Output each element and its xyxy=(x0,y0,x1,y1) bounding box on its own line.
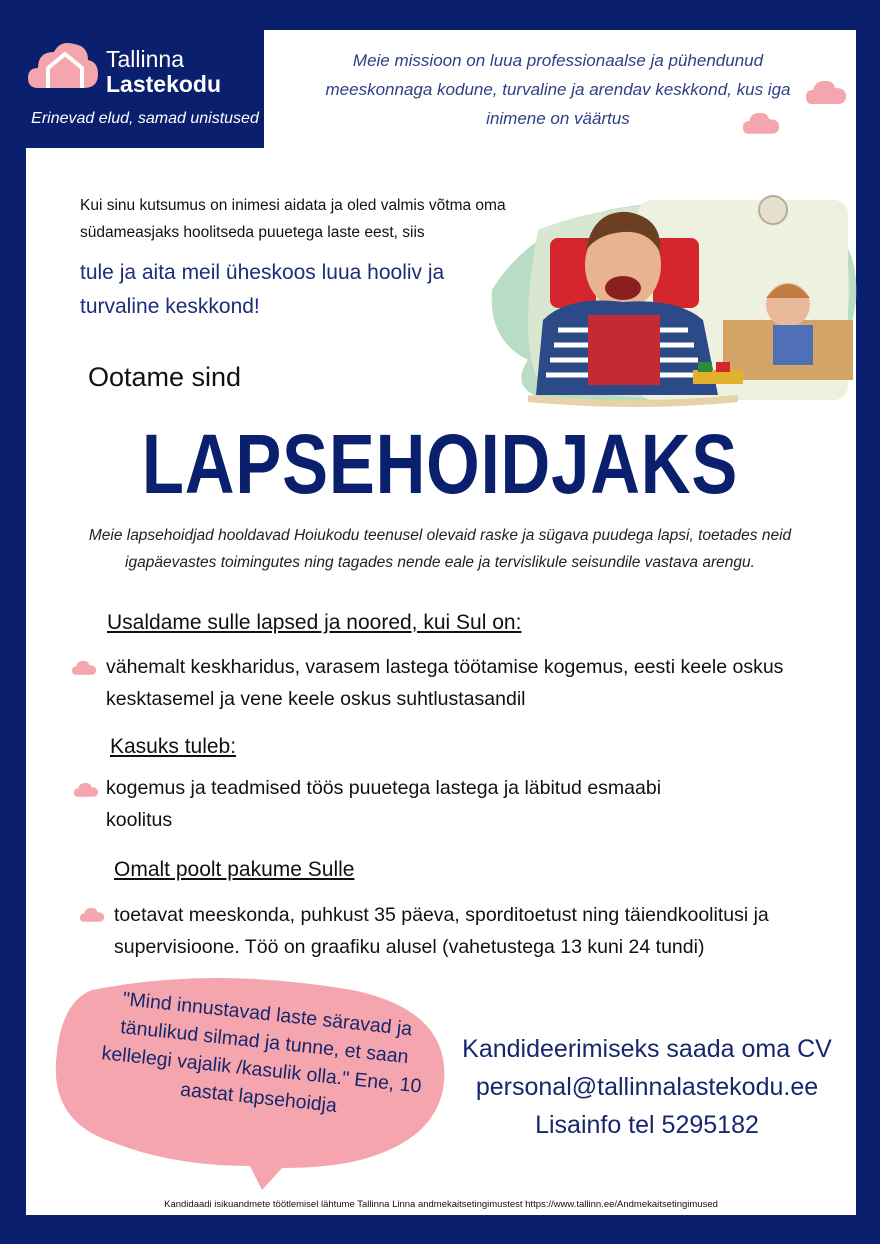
brand-slogan: Erinevad elud, samad unistused xyxy=(31,110,259,127)
job-description: Meie lapsehoidjad hooldavad Hoiukodu teenusel olevaid raske ja sügava puudega lapsi, toetades neid igapäevastes toimingutes ning tagades nende eale ja tervislikule seisundile vastava arengu. xyxy=(88,527,792,571)
mission-statement: Meie missioon on luua professionaalse ja pühendunud meeskonnaga kodune, turvaline ja arendav keskkond, kus iga inimene on väärtus xyxy=(325,51,791,128)
child-photo xyxy=(488,190,860,412)
headline-lead: Ootame sind xyxy=(88,362,242,392)
cloud-bullet-icon xyxy=(72,659,96,675)
headline-title: LAPSEHOIDJAKS xyxy=(141,417,739,511)
privacy-footer: Kandidaadi isikuandmete töötlemisel lähtume Tallinna Linna andmekaitsetingimustest https://www.tallinn.ee/Andmekaitsetingimused xyxy=(164,1199,718,1210)
apply-info xyxy=(452,1030,842,1144)
logo-block xyxy=(26,30,264,148)
cloud-house-logo-icon xyxy=(28,38,98,93)
advantages-text: kogemus ja teadmised töös puuetega lastega ja läbitud esmaabi koolitus xyxy=(106,777,662,831)
brand-name-line2: Lastekodu xyxy=(106,71,222,97)
intro-text: Kui sinu kutsumus on inimesi aidata ja oled valmis võtma oma südameasjaks hoolitseda puuetega laste eest, siis xyxy=(80,197,506,241)
offer-text: toetavat meeskonda, puhkust 35 päeva, sporditoetust ning täiendkoolitusi ja supervisioone. Töö on graafiku alusel (vahetustega 13 kuni 24 tundi) xyxy=(114,904,769,958)
apply-email[interactable]: personal@tallinnalastekodu.ee xyxy=(475,1073,819,1101)
apply-phone: Lisainfo tel 5295182 xyxy=(535,1111,759,1139)
offer-title: Omalt poolt pakume Sulle xyxy=(114,858,355,881)
cloud-bullet-icon xyxy=(80,906,104,922)
requirements-title: Usaldame sulle lapsed ja noored, kui Sul on: xyxy=(107,611,522,634)
apply-line: Kandideerimiseks saada oma CV xyxy=(462,1035,832,1063)
brand-name-line1: Tallinna xyxy=(106,46,184,72)
quote-text: "Mind innustavad laste säravad ja tänulikud silmad ja tunne, et saan kellelegi vajalik /kasulik olla." Ene, 10 aastat lapsehoidja xyxy=(100,988,423,1117)
decorative-cloud-icon xyxy=(806,78,846,104)
intro-highlight: tule ja aita meil üheskoos luua hooliv ja turvaline keskkond! xyxy=(80,261,445,318)
advantages-title: Kasuks tuleb: xyxy=(110,735,237,758)
cloud-bullet-icon xyxy=(74,781,98,797)
decorative-cloud-icon xyxy=(743,110,779,134)
requirements-text: vähemalt keskharidus, varasem lastega töötamise kogemus, eesti keele oskus kesktasemel ja vene keele oskus suhtlustasandil xyxy=(106,656,784,710)
